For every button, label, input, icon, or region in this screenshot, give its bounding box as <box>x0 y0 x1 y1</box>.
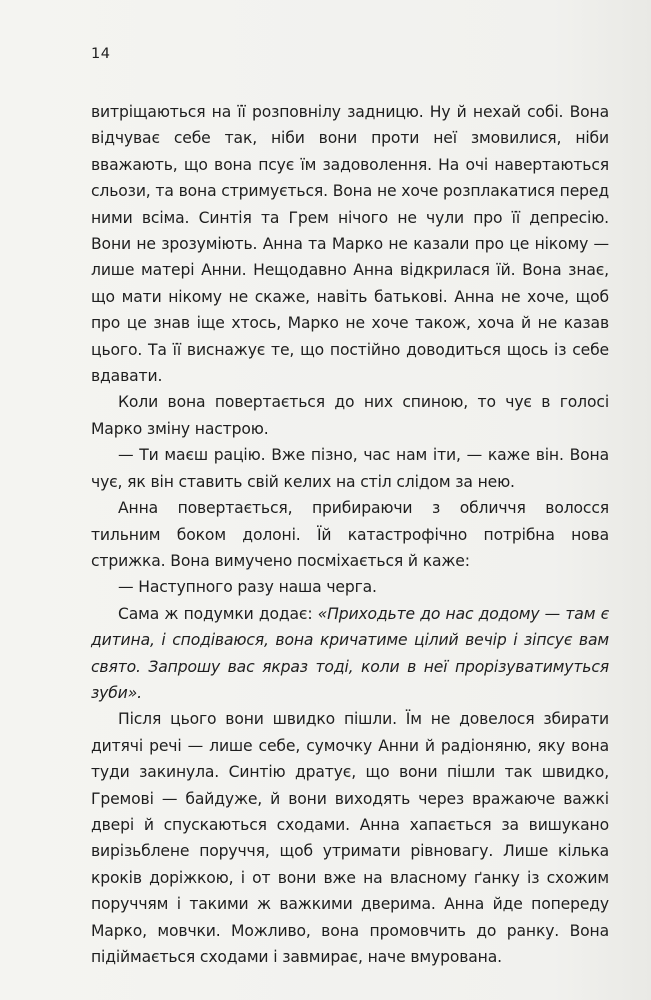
paragraph-3: — Ти маєш рацію. Вже пізно, час нам іти, — каже він. Вона чує, як він ставить свій келих на стіл слідом за нею. <box>91 446 609 491</box>
paragraph-4: Анна повертається, прибираючи з обличчя волосся тильним боком долоні. Їй катастрофічно потрібна нова стрижка. Вона вимучено посміхається й каже: <box>91 499 609 570</box>
paragraph-5: — Наступного разу наша черга. <box>118 578 377 597</box>
paragraph-6-italic-text: «Приходьте до нас додому — там є дитина, і сподіваюся, вона кричатиме цілий вечір і зіпсує вам свято. Запрошу вас якраз тоді, коли в неї прорізуватимуться зуби». <box>91 604 609 702</box>
paragraph-2: Коли вона повертається до них спиною, то чує в голосі Марко зміну настрою. <box>91 393 609 438</box>
body-text <box>91 99 609 970</box>
paragraph-1: витріщаються на її розповнілу задницю. Ну й нехай собі. Вона відчуває себе так, ніби вони проти неї змовилися, ніби вважають, що вона псує їм задоволення. На очі навертаються сльози, та вона стримується. Вона не хоче розплакатися перед ними всіма. Синтія та Грем нічого не чули про її депресію. Вони не зрозуміють. Анна та Марко не казали про це нікому — лише матері Анни. Нещодавно Анна відкрилася їй. Вона знає, що мати нікому не скаже, навіть батькові. Анна не хоче, щоб про це знав іще хтось, Марко не хоче також, хоча й не казав цього. Та її виснажує те, що постійно доводиться щось із себе вдавати. <box>91 103 609 386</box>
page-number: 14 <box>91 46 111 62</box>
paragraph-6 <box>91 601 609 707</box>
paragraph-6-normal-text: Сама ж подумки додає: <box>118 604 318 623</box>
paragraph-7: Після цього вони швидко пішли. Їм не довелося збирати дитячі речі — лише себе, сумочку Анни й радіоняню, яку вона туди закинула. Синтію дратує, що вони пішли так швидко, Гремові — байдуже, й вони виходять через вражаюче важкі двері й спускаються сходами. Анна хапається за вишукано вирізьблене поруччя, щоб утримати рівновагу. Лише кілька кроків доріжкою, і от вони вже на власному ґанку із схожим поруччям і такими ж важкими дверима. Анна йде попереду Марко, мовчки. Можливо, вона промовчить до ранку. Вона підіймається сходами і завмирає, наче вмурована. <box>91 710 609 966</box>
